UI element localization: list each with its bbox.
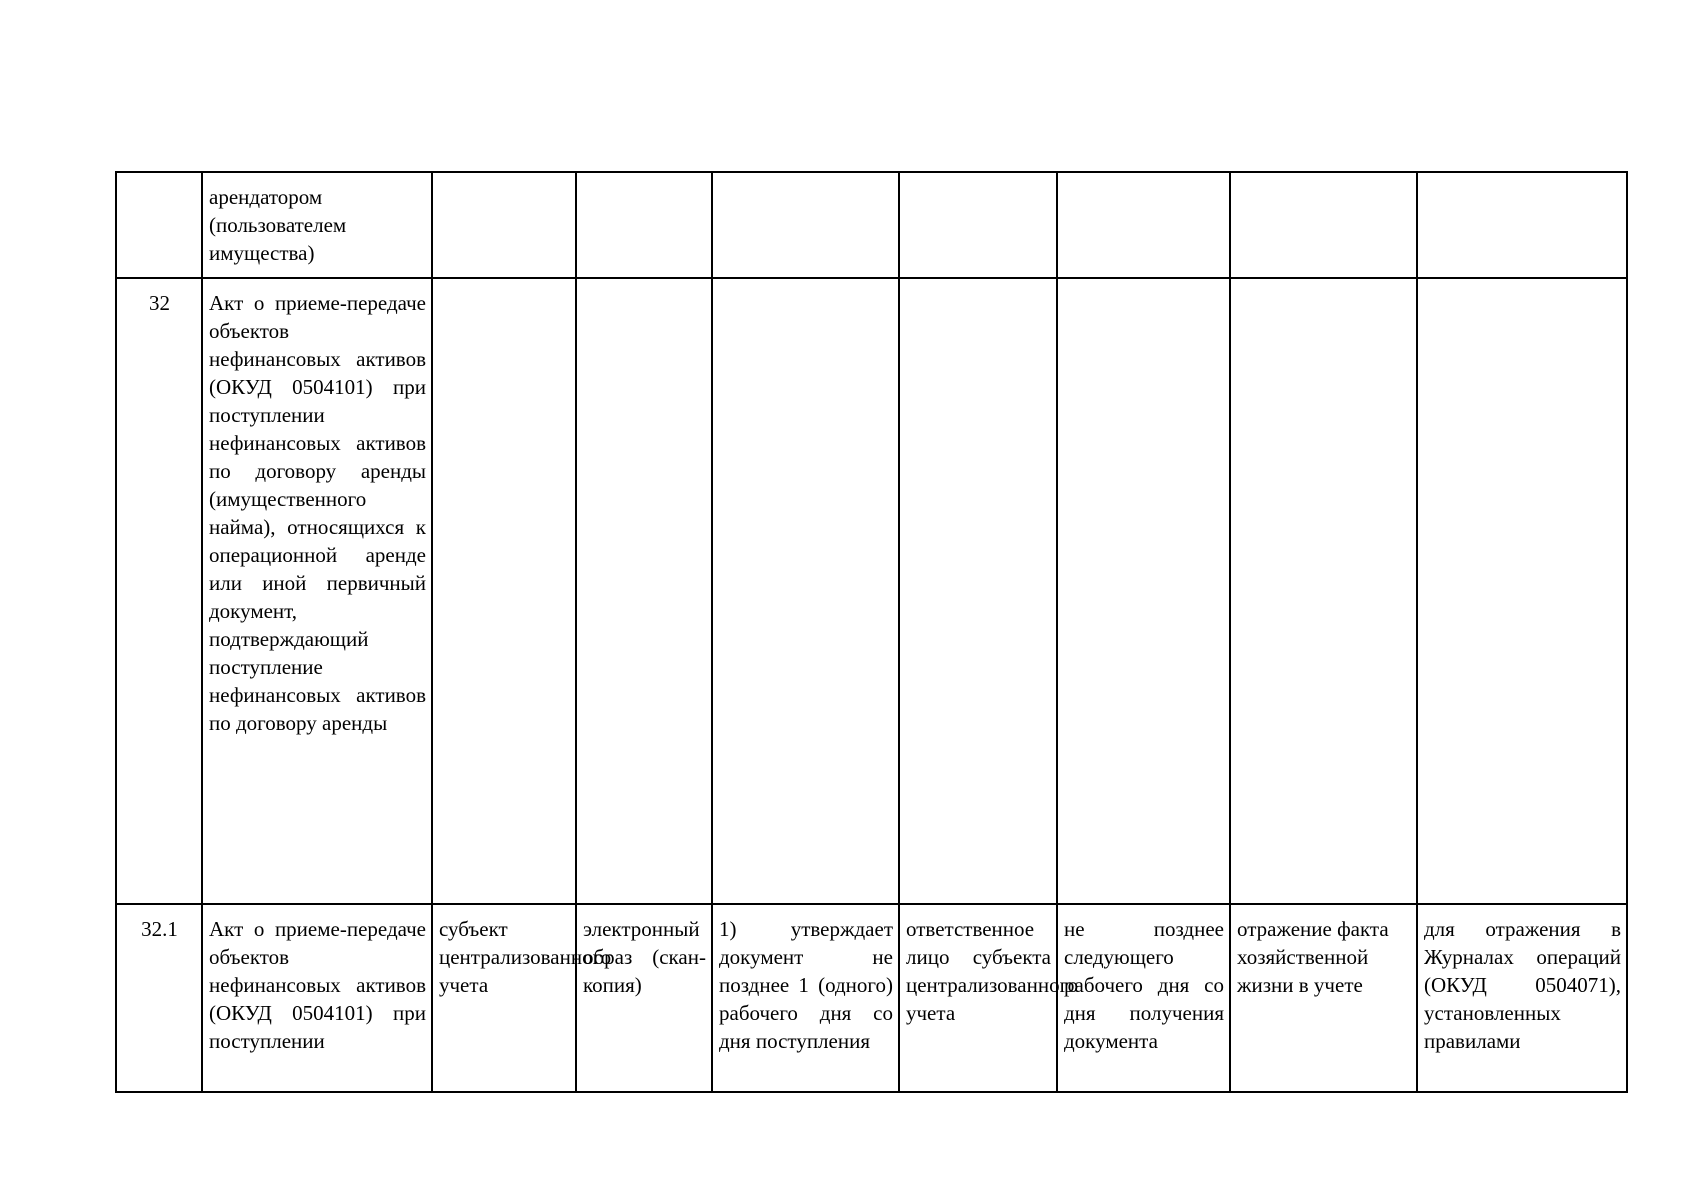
action-cell: 1) утверждает документ не позднее 1 (одного) рабочего дня со дня поступления — [712, 904, 899, 1092]
usage-cell: для отражения в Журналах операций (ОКУД 0504071), установленных правилами — [1417, 904, 1627, 1092]
table-cell — [1417, 278, 1627, 904]
row-number: 32.1 — [116, 904, 202, 1092]
document-format-cell: электронный образ (скан-копия) — [576, 904, 712, 1092]
table-cell — [1057, 278, 1230, 904]
table-cell — [1230, 278, 1417, 904]
table-cell — [432, 172, 576, 278]
deadline-cell: не позднее следующего рабочего дня со дня получения документа — [1057, 904, 1230, 1092]
table-row — [116, 172, 1627, 278]
table-cell — [1057, 172, 1230, 278]
document-table — [115, 171, 1628, 1093]
table-row — [116, 278, 1627, 904]
document-creator-cell: субъект централизованного учета — [432, 904, 576, 1092]
table-row — [116, 904, 1627, 1092]
document-name-cell: арендатором (пользователем имущества) — [202, 172, 432, 278]
table-cell — [1417, 172, 1627, 278]
document-name-cell: Акт о приеме-передаче объектов нефинансовых активов (ОКУД 0504101) при поступлении — [202, 904, 432, 1092]
table-cell — [1230, 172, 1417, 278]
table-cell — [576, 172, 712, 278]
responsible-person-cell: ответственное лицо субъекта централизованного учета — [899, 904, 1057, 1092]
purpose-cell: отражение факта хозяйственной жизни в учете — [1230, 904, 1417, 1092]
row-number — [116, 172, 202, 278]
row-number: 32 — [116, 278, 202, 904]
table-cell — [432, 278, 576, 904]
table-cell — [576, 278, 712, 904]
table-cell — [899, 278, 1057, 904]
table-cell — [712, 172, 899, 278]
table-cell — [899, 172, 1057, 278]
document-name-cell: Акт о приеме-передаче объектов нефинансовых активов (ОКУД 0504101) при поступлении нефинансовых активов по договору аренды (имущественного найма), относящихся к операционной аренде или иной первичный документ, подтверждающий поступление нефинансовых активов по договору аренды — [202, 278, 432, 904]
table-cell — [712, 278, 899, 904]
